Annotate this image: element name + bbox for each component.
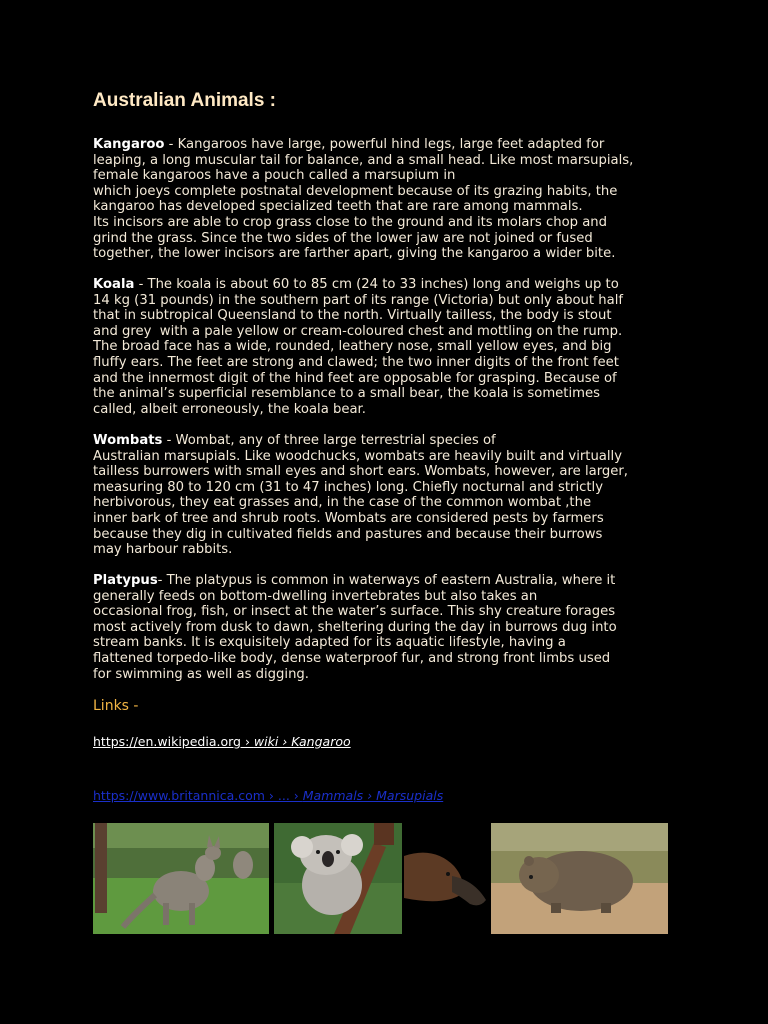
paragraph-line: stream banks. It is exquisitely adapted for its aquatic lifestyle, having a [93,635,566,651]
paragraph-line: leaping, a long muscular tail for balance, and a small head. Like most marsupials, [93,152,634,168]
paragraph-line: inner bark of tree and shrub roots. Wombats are considered pests by farmers [93,510,604,526]
wikipedia-kangaroo-link[interactable]: https://en.wikipedia.org › wiki › Kangaroo [93,734,351,749]
koala-term: Koala [93,277,135,292]
paragraph-line: 14 kg (31 pounds) in the southern part of its range (Victoria) but only about half [93,292,624,308]
paragraph-line: together, the lower incisors are farther apart, giving the kangaroo a wider bite. [93,246,616,262]
paragraph-line: Kangaroo - Kangaroos have large, powerful hind legs, large feet adapted for [93,137,605,152]
platypus-photo [404,846,488,912]
koala-photo [274,823,402,934]
paragraph-line: may harbour rabbits. [93,542,233,558]
page-title: Australian Animals : [93,90,277,111]
links-heading: Links - [93,698,139,714]
paragraph-line: most actively from dusk to dawn, sheltering during the day in burrows dug into [93,619,617,635]
paragraph-line: grind the grass. Since the two sides of the lower jaw are not joined or fused [93,230,593,246]
paragraph-line: kangaroo has developed specialized teeth that are rare among mammals. [93,199,583,215]
wombat-photo [491,823,668,934]
kangaroo-photo [93,823,269,934]
paragraph-line: that in subtropical Queensland to the north. Virtually tailless, the body is stout [93,308,612,324]
paragraph-line: the animal’s superficial resemblance to a small bear, the koala is sometimes [93,386,600,402]
paragraph-line: tailless burrowers with small eyes and short ears. Wombats, however, are larger, [93,464,628,480]
paragraph-line: fluffy ears. The feet are strong and clawed; the two inner digits of the front feet [93,354,619,370]
paragraph-line: herbivorous, they eat grasses and, in the case of the common wombat ,the [93,495,592,511]
paragraph-line: Platypus- The platypus is common in waterways of eastern Australia, where it [93,573,616,588]
paragraph-line: Its incisors are able to crop grass close to the ground and its molars chop and [93,214,608,230]
paragraph-line: The broad face has a wide, rounded, leathery nose, small yellow eyes, and big [93,339,612,355]
paragraph-line: and the innermost digit of the hind feet are opposable for grasping. Because of [93,370,617,386]
paragraph-line: because they dig in cultivated fields and pastures and because their burrows [93,526,603,542]
platypus-term: Platypus [93,573,158,588]
paragraph-line: female kangaroos have a pouch called a marsupium in [93,168,456,184]
paragraph-line: called, albeit erroneously, the koala bear. [93,401,366,417]
paragraph-line: occasional frog, fish, or insect at the water’s surface. This shy creature forages [93,604,616,620]
wombat-paragraph [93,433,693,558]
paragraph-line: Wombats - Wombat, any of three large terrestrial species of [93,433,496,448]
kangaroo-paragraph [93,137,693,262]
paragraph-line: and grey with a pale yellow or cream-coloured chest and mottling on the rump. [93,323,623,339]
paragraph-line: generally feeds on bottom-dwelling invertebrates but also takes an [93,588,538,604]
britannica-marsupials-link[interactable]: https://www.britannica.com › ... › Mammals › Marsupials [93,788,444,803]
paragraph-line: Koala - The koala is about 60 to 85 cm (24 to 33 inches) long and weighs up to [93,277,619,292]
platypus-paragraph [93,573,693,682]
paragraph-line: for swimming as well as digging. [93,666,309,682]
paragraph-line: Australian marsupials. Like woodchucks, wombats are heavily built and virtually [93,448,623,464]
koala-paragraph [93,277,693,417]
paragraph-line: measuring 80 to 120 cm (31 to 47 inches) long. Chiefly nocturnal and strictly [93,479,604,495]
wombat-term: Wombats [93,433,163,448]
paragraph-line: flattened torpedo-like body, dense waterproof fur, and strong front limbs used [93,650,611,666]
paragraph-line: which joeys complete postnatal development because of its grazing habits, the [93,183,618,199]
kangaroo-term: Kangaroo [93,137,165,152]
